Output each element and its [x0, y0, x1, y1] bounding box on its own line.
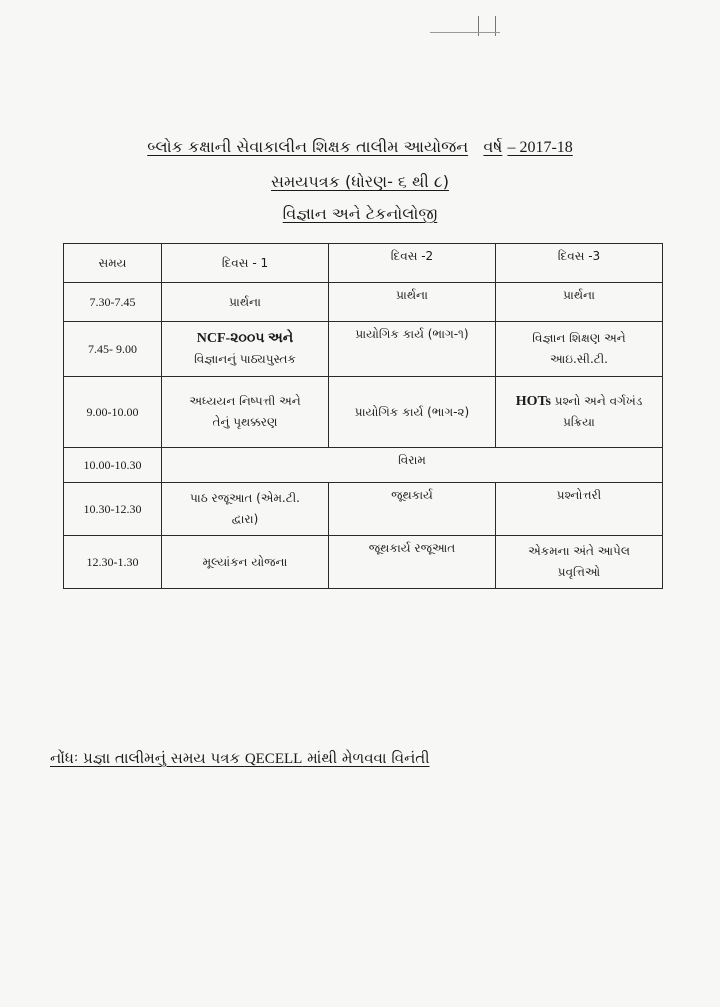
title-subject: વિજ્ઞાન અને ટેકનોલોજી	[282, 204, 438, 223]
day-1-cell: પ્રાર્થના	[162, 283, 329, 322]
time-cell: 10.30-12.30	[64, 483, 162, 536]
day-1-line-b: તેનું પૃથક્કરણ	[212, 415, 278, 429]
table-row	[64, 283, 663, 322]
day-2-cell: પ્રાયોગિક કાર્ય (ભાગ-૧)	[329, 322, 496, 377]
title-line-2	[0, 172, 720, 192]
day-1-cell	[162, 322, 329, 377]
day-1-cell	[162, 483, 329, 536]
day-1-line-a: પાઠ રજૂઆત (એમ.ટી.	[190, 491, 300, 505]
day-3-cell	[496, 377, 663, 448]
note-suffix: માંથી મેળવવા વિનંતી	[307, 749, 430, 767]
title-line-3	[0, 204, 720, 224]
break-cell: વિરામ	[162, 448, 663, 483]
day-1-line-a: NCF-૨૦૦૫ અને	[196, 331, 294, 346]
header-day-3: દિવસ -3	[496, 244, 663, 283]
day-3-cell	[496, 536, 663, 589]
header-day-2: દિવસ -2	[329, 244, 496, 283]
day-2-cell: જૂથકાર્ય રજૂઆત	[329, 536, 496, 589]
day-2-cell: પ્રાર્થના	[329, 283, 496, 322]
day-1-line-b: દ્વારા)	[231, 512, 259, 526]
table-header-row	[64, 244, 663, 283]
day-3-line-b: પ્રક્રિયા	[563, 415, 595, 429]
table-row	[64, 448, 663, 483]
table-row	[64, 377, 663, 448]
day-1-cell: મૂલ્યાંકન યોજના	[162, 536, 329, 589]
day-2-cell: પ્રાયોગિક કાર્ય (ભાગ-૨)	[329, 377, 496, 448]
header-day-1: દિવસ - 1	[162, 244, 329, 283]
table-row	[64, 536, 663, 589]
time-cell: 7.45- 9.00	[64, 322, 162, 377]
footer-note	[50, 749, 430, 768]
day-3-line-a: પ્રશ્નો અને વર્ગખંડ	[554, 394, 643, 408]
day-3-line-b: આઇ.સી.ટી.	[550, 352, 608, 366]
day-3-line-a: વિજ્ઞાન શિક્ષણ અને	[532, 331, 626, 345]
time-cell: 10.00-10.30	[64, 448, 162, 483]
title-line-1	[0, 137, 720, 157]
time-cell: 9.00-10.00	[64, 377, 162, 448]
day-3-cell: પ્રશ્નોત્તરી	[496, 483, 663, 536]
day-1-line-a: અધ્યયન નિષ્પત્તી અને	[189, 394, 301, 408]
header-time: સમય	[64, 244, 162, 283]
day-3-cell: પ્રાર્થના	[496, 283, 663, 322]
note-brand: QECELL	[244, 751, 303, 767]
table-row	[64, 322, 663, 377]
title-schedule: સમયપત્રક (ધોરણ- ૬ થી ૮)	[271, 172, 449, 191]
day-2-cell: જૂથકાર્ય	[329, 483, 496, 536]
time-cell: 12.30-1.30	[64, 536, 162, 589]
scan-marks	[420, 10, 530, 32]
day-3-cell	[496, 322, 663, 377]
day-3-line-a: એકમના અંતે આપેલ	[528, 544, 630, 558]
note-prefix: નોંધઃ પ્રજ્ઞા તાલીમનું સમય પત્રક	[50, 749, 241, 767]
time-cell: 7.30-7.45	[64, 283, 162, 322]
day-3-hots: HOTs	[515, 394, 551, 409]
title-year-label: વર્ષ	[483, 137, 503, 156]
table-row	[64, 483, 663, 536]
day-3-line-b: પ્રવૃત્તિઓ	[557, 565, 601, 579]
day-1-line-b: વિજ્ઞાનનું પાઠ્યપુસ્તક	[194, 352, 296, 366]
title-year: – 2017-18	[507, 139, 573, 156]
title-main: બ્લોક કક્ષાની સેવાકાલીન શિક્ષક તાલીમ આયોજન	[147, 137, 469, 156]
schedule-table	[63, 243, 663, 589]
day-1-cell	[162, 377, 329, 448]
